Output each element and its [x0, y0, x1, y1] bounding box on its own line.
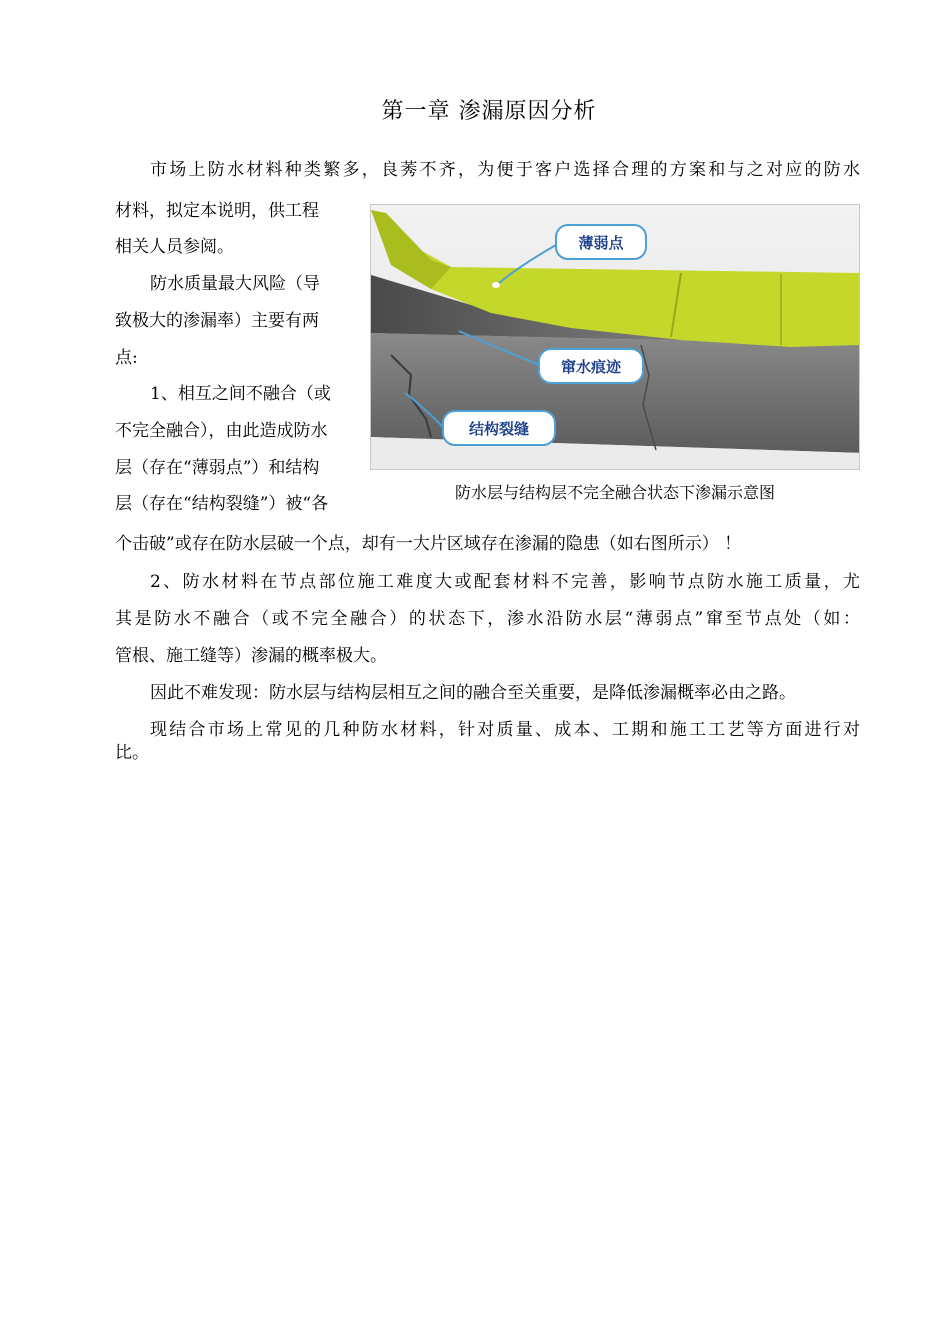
- callout-seep-label: 窜水痕迹: [560, 358, 622, 376]
- point1-line-5: 个击破”或存在防水层破一个点，却有一大片区域存在渗漏的隐患（如右图所示） ！: [115, 534, 742, 554]
- point2-line-1: 2、防水材料在节点部位施工难度大或配套材料不完善，影响节点防水施工质量，尤: [150, 572, 860, 592]
- weak-point-dot: [492, 282, 500, 288]
- risk-line-3: 点:: [115, 348, 138, 368]
- point2-line-3: 管根、施工缝等）渗漏的概率极大。: [115, 646, 387, 666]
- leakage-diagram: [370, 204, 860, 470]
- point1-line-3: 层（存在“薄弱点”）和结构: [115, 458, 320, 478]
- point1-line-4: 层（存在“结构裂缝”）被“各: [115, 494, 329, 514]
- compare-line-1: 现结合市场上常见的几种防水材料，针对质量、成本、工期和施工工艺等方面进行对: [150, 720, 860, 740]
- intro-line-1: 市场上防水材料种类繁多，良莠不齐，为便于客户选择合理的方案和与之对应的防水: [150, 160, 860, 180]
- risk-line-2: 致极大的渗漏率）主要有两: [115, 311, 319, 331]
- compare-line-2: 比。: [115, 743, 149, 763]
- point2-line-2: 其是防水不融合（或不完全融合）的状态下，渗水沿防水层“薄弱点”窜至节点处（如：: [115, 609, 860, 629]
- intro-line-3: 相关人员参阅。: [115, 237, 234, 257]
- callout-weak-label: 薄弱点: [578, 234, 624, 252]
- page-title: 第一章 渗漏原因分析: [381, 99, 597, 124]
- intro-line-2: 材料，拟定本说明，供工程: [115, 201, 319, 221]
- callout-crack-label: 结构裂缝: [468, 420, 530, 438]
- conclusion-line: 因此不难发现：防水层与结构层相互之间的融合至关重要，是降低渗漏概率必由之路。: [150, 683, 796, 703]
- point1-line-1: 1、相互之间不融合（或: [150, 384, 331, 404]
- leakage-diagram-svg: [371, 205, 860, 470]
- risk-line-1: 防水质量最大风险（导: [150, 274, 320, 294]
- figure-caption: 防水层与结构层不完全融合状态下渗漏示意图: [454, 483, 775, 502]
- point1-line-2: 不完全融合），由此造成防水: [115, 421, 328, 441]
